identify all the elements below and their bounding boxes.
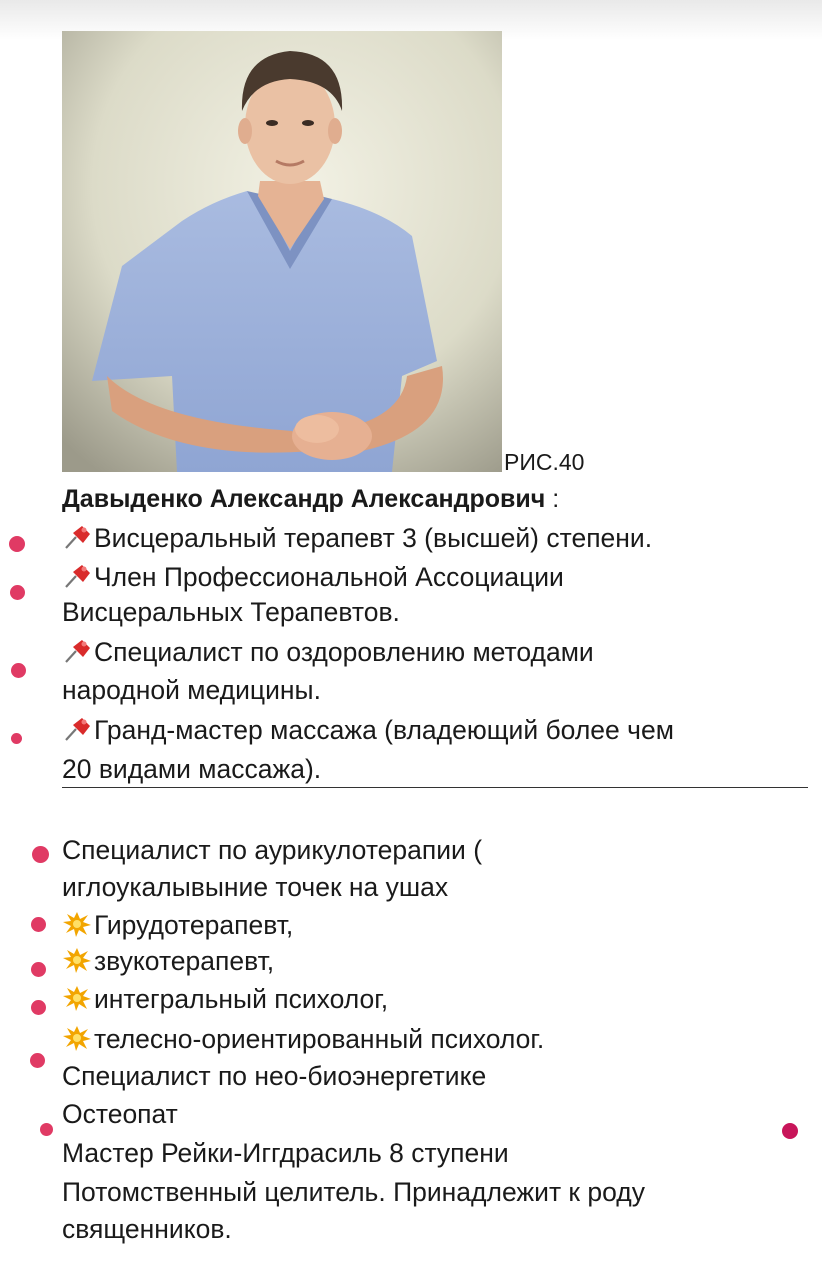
credential-line: Специалист по нео-биоэнергетике (62, 1061, 487, 1091)
specialist-name (62, 484, 559, 514)
pushpin-icon (62, 563, 92, 589)
bullet-dot (11, 663, 26, 678)
credential-line: Мастер Рейки-Иггдрасиль 8 ступени (62, 1138, 509, 1168)
credential-line (62, 984, 388, 1014)
credential-line: 20 видами массажа). (62, 754, 322, 784)
collision-burst-icon (62, 911, 92, 937)
credential-line: иглоукалывыние точек на ушах (62, 872, 449, 902)
collision-burst-icon (62, 947, 92, 973)
portrait-illustration (62, 31, 502, 472)
bullet-dot (10, 585, 25, 600)
bullet-dot (32, 846, 49, 863)
figure-label: РИС.40 (504, 449, 585, 475)
bullet-dot (31, 962, 46, 977)
credential-text: Гирудотерапевт, (94, 910, 294, 940)
collision-burst-icon (62, 985, 92, 1011)
bullet-dot (30, 1053, 45, 1068)
portrait-photo (62, 31, 502, 472)
credential-line (62, 523, 652, 553)
credential-line (62, 562, 564, 592)
name-suffix: : (545, 485, 560, 513)
pushpin-icon (62, 524, 92, 550)
collision-burst-icon (62, 1025, 92, 1051)
pushpin-icon (62, 638, 92, 664)
bullet-dot (40, 1123, 53, 1136)
bullet-dot (9, 536, 25, 552)
credential-line: Остеопат (62, 1099, 178, 1129)
credential-line: Потомственный целитель. Принадлежит к роду (62, 1177, 645, 1207)
credential-text: Специалист по оздоровлению методами (94, 637, 594, 667)
credential-text: интегральный психолог, (94, 984, 389, 1014)
bullet-dot (31, 1000, 46, 1015)
credential-line: Висцеральных Терапевтов. (62, 597, 400, 627)
credential-text: телесно-ориентированный психолог. (94, 1024, 545, 1054)
bullet-dot (31, 917, 46, 932)
credential-line: народной медицины. (62, 675, 321, 705)
credential-line (62, 1024, 544, 1054)
credential-line (62, 637, 594, 667)
credential-text: Гранд-мастер массажа (владеющий более чем (94, 715, 674, 745)
credential-line (62, 946, 274, 976)
credential-line: священников. (62, 1214, 232, 1244)
credential-text: Висцеральный терапевт 3 (высшей) степени. (94, 523, 653, 553)
credential-line (62, 910, 293, 940)
credential-text: Член Профессиональной Ассоциации (94, 562, 564, 592)
divider (62, 787, 808, 788)
bullet-dot (11, 733, 22, 744)
pushpin-icon (62, 716, 92, 742)
credential-line (62, 715, 674, 745)
credential-text: звукотерапевт, (94, 946, 275, 976)
specialist-name-text: Давыденко Александр Александрович (62, 485, 546, 513)
bullet-dot (782, 1123, 798, 1139)
credential-line: Специалист по аурикулотерапии ( (62, 835, 483, 865)
